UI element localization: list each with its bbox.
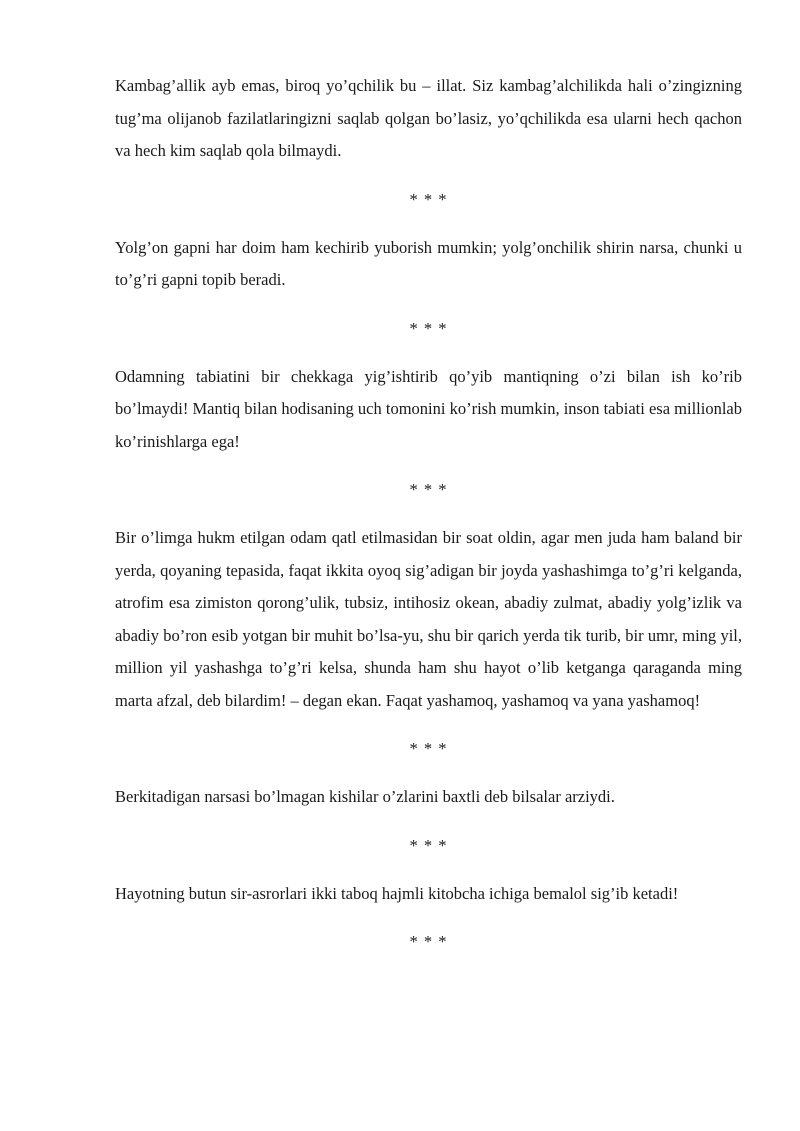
separator-2: * * *: [409, 318, 448, 338]
separator-4: * * *: [409, 739, 448, 758]
separator-6: * * *: [409, 932, 448, 951]
separator-5: * * *: [409, 835, 448, 855]
paragraph-3: Odamning tabiatini bir chekkaga yig’ishtirib qo’yib mantiqning o’zi bilan ish ko’rib bo’lmaydi! Mantiq bilan hodisaning uch tomonini ko’rish mumkin, inson tabiati esa millionlab ko’rinishlarga ega!: [115, 366, 742, 451]
paragraph-4: Bir o’limga hukm etilgan odam qatl etilmasidan bir soat oldin, agar men juda ham baland bir yerda, qoyaning tepasida, faqat ikkita oyoq sig’adigan bir joyda yashashimga to’g’ri kelganda, atrofim esa zimiston qorong’ulik, tubsiz, intihosiz okean, abadiy zulmat, abadiy yolg’izlik va abadiy bo’ron esib yotgan bir muhit bo’lsa-yu, shu bir qarich yerda tik turib, bir umr, ming yil, million yil yashashga to’g’ri kelsa, shunda ham shu hayot o’lib ketganga qaraganda ming marta afzal, deb bilardim! – degan ekan. Faqat yashamoq, yashamoq va yana yashamoq!: [115, 528, 742, 710]
separator-3: * * *: [409, 480, 448, 499]
paragraph-2: Yolg’on gapni har doim ham kechirib yuborish mumkin; yolg’onchilik shirin narsa, chunki u to’g’ri gapni topib beradi.: [115, 237, 742, 289]
paragraph-5: Berkitadigan narsasi bo’lmagan kishilar o’zlarini baxtli deb bilsalar arziydi.: [115, 787, 615, 806]
paragraph-1: Kambag’allik ayb emas, biroq yo’qchilik bu – illat. Siz kambag’alchilikda hali o’zingizning tug’ma olijanob fazilatlaringizni saqlab qolgan bo’lasiz, yo’qchilikda esa ularni hech qachon va hech kim saqlab qola bilmaydi.: [115, 76, 742, 160]
document-page: [115, 70, 742, 974]
paragraph-6: Hayotning butun sir-asrorlari ikki taboq hajmli kitobcha ichiga bemalol sig’ib ketadi!: [115, 883, 679, 903]
separator-1: * * *: [409, 189, 448, 209]
